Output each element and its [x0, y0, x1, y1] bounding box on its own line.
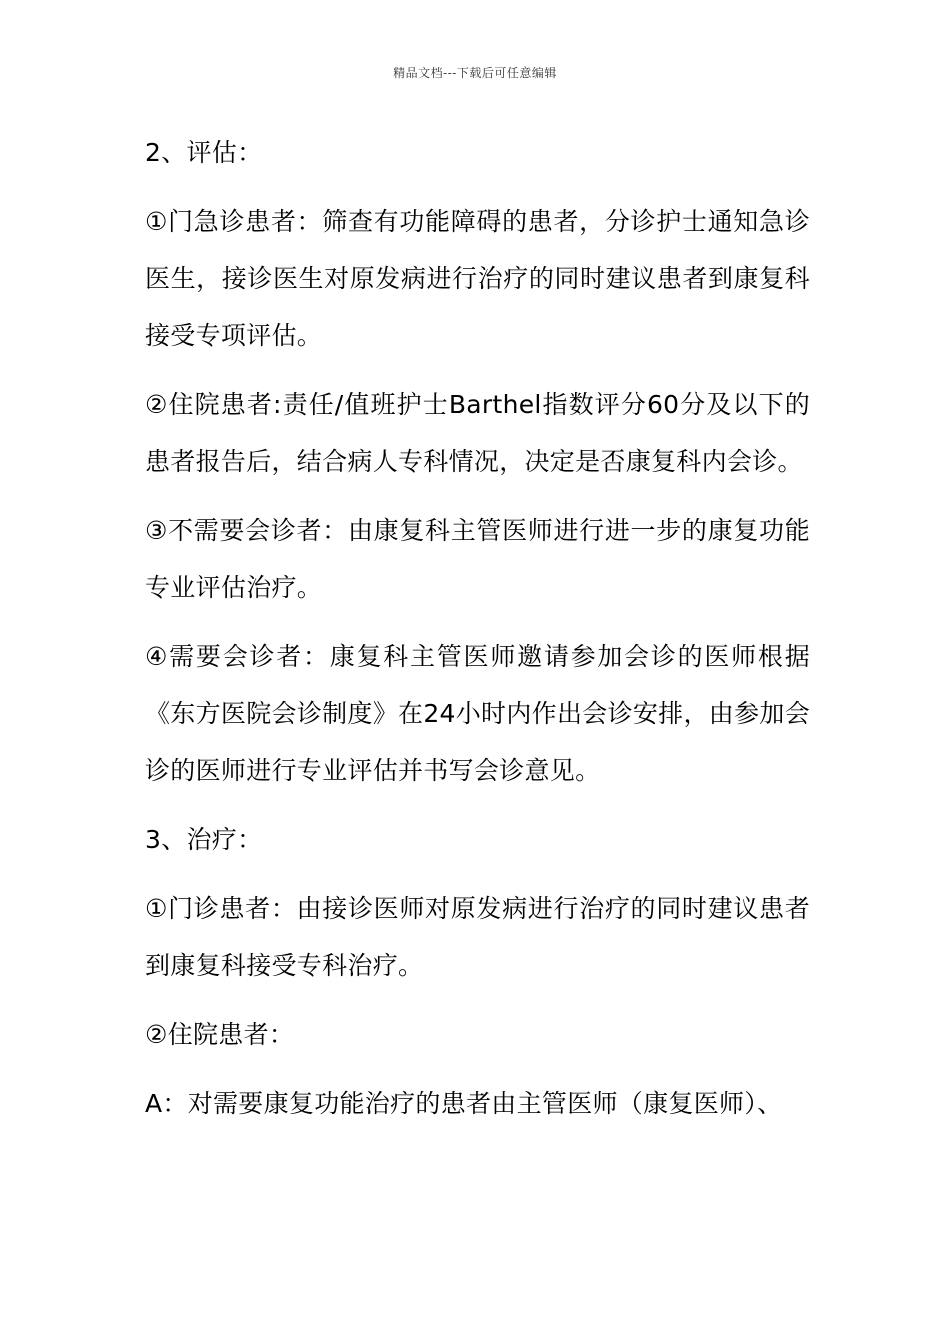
section-heading-treatment: 3、治疗：	[145, 825, 263, 854]
paragraph-outpatient-emergency: ①门急诊患者：筛查有功能障碍的患者，分诊护士通知急诊医生，接诊医生对原发病进行治疗的同时建议患者到康复科接受专项评估。	[145, 207, 810, 350]
section-heading-assessment: 2、评估：	[145, 138, 263, 167]
paragraph-no-consultation: ③不需要会诊者：由康复科主管医师进行进一步的康复功能专业评估治疗。	[145, 516, 810, 602]
page-header: 精品文档---下载后可任意编辑	[393, 66, 557, 80]
paragraph-outpatient-treatment: ①门诊患者：由接诊医师对原发病进行治疗的同时建议患者到康复科接受专科治疗。	[145, 894, 810, 980]
paragraph-inpatient-assessment: ②住院患者:责任/值班护士Barthel指数评分60分及以下的患者报告后，结合病人专科情况，决定是否康复科内会诊。	[145, 390, 810, 476]
paragraph-inpatient-heading: ②住院患者：	[145, 1020, 295, 1049]
document-body	[145, 124, 810, 1144]
paragraph-item-a: A：对需要康复功能治疗的患者由主管医师（康复医师）、	[145, 1089, 783, 1118]
paragraph-consultation-needed: ④需要会诊者：康复科主管医师邀请参加会诊的医师根据《东方医院会诊制度》在24小时内作出会诊安排，由参加会诊的医师进行专业评估并书写会诊意见。	[145, 642, 810, 785]
